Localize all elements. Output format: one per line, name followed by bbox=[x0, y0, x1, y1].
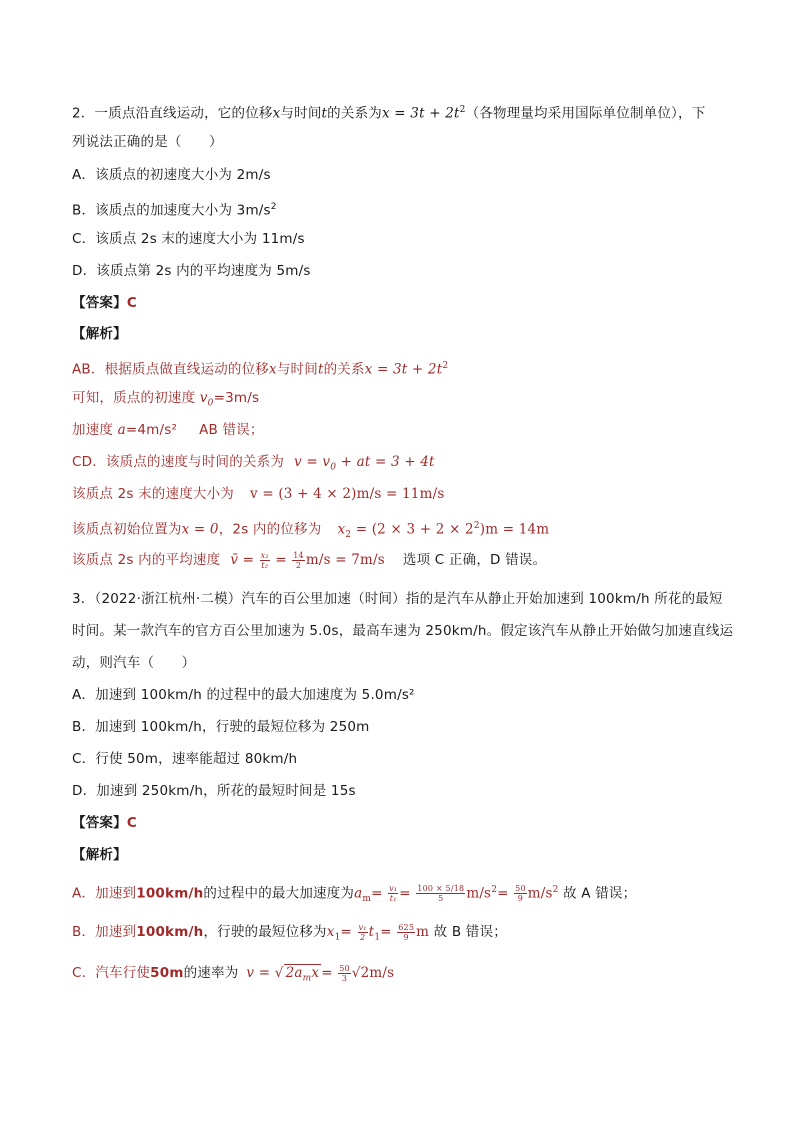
exp-text: B．加速到 bbox=[72, 924, 137, 940]
fraction bbox=[388, 884, 398, 903]
fraction bbox=[358, 923, 368, 942]
unit: m/s bbox=[527, 885, 553, 902]
exp-text: 故 A 错误； bbox=[563, 885, 637, 902]
exponent: 2 bbox=[270, 202, 277, 212]
exp-text: ，2s 内的位移为 bbox=[218, 521, 322, 538]
exp-text: 该质点初始位置为 bbox=[72, 521, 182, 538]
exp-text: 与时间 bbox=[276, 361, 318, 378]
var-x: x bbox=[326, 924, 335, 940]
frac-num: x₂ bbox=[260, 550, 269, 560]
frac-den: 2 bbox=[295, 560, 302, 570]
formula: √2m/s bbox=[351, 965, 395, 981]
q3-option-a: A．加速到 100km/h 的过程中的最大加速度为 5.0m/s² bbox=[72, 687, 415, 703]
subscript: m bbox=[302, 973, 312, 984]
exp-text: 的速率为 bbox=[183, 965, 239, 981]
formula: + at = 3 + 4t bbox=[336, 454, 435, 470]
option-text: B．该质点的加速度大小为 3m/s bbox=[72, 202, 271, 219]
fraction bbox=[260, 551, 270, 570]
var-t: t bbox=[317, 361, 324, 378]
fraction bbox=[338, 964, 351, 983]
q2-exp-line7: 该质点 2s 内的平均速度 v̄ = $\frac{\text{x₂}}{\text{t₂}}$ = $\frac{14}{2}$ m/s = 7m/s 选项 C 正确，D 错误。 bbox=[72, 550, 547, 570]
exp-text: A．加速到 bbox=[72, 885, 137, 902]
q3-option-d: D．加速到 250km/h，所花的最短时间是 15s bbox=[72, 783, 356, 799]
answer-label: 【答案】 bbox=[72, 295, 127, 311]
q3-exp-a: A．加速到100km/h的过程中的最大加速度为$a_m=$ $\frac{\text{v₁}}{\text{t₁}}$ = $\frac{100 \times 5/18}{5}$ $m/s^2=$ $\frac{50}{9}$ $m/s^2$ 故 A 错误； bbox=[72, 884, 637, 905]
answer-label: 【答案】 bbox=[72, 815, 127, 831]
q3-option-b: B．加速到 100km/h，行驶的最短位移为 250m bbox=[72, 719, 370, 735]
exponent: 2 bbox=[491, 885, 498, 895]
q2-stem-line2: 列说法正确的是（ ） bbox=[72, 134, 223, 150]
fraction bbox=[514, 884, 527, 903]
q2-answer bbox=[72, 293, 137, 313]
fraction bbox=[292, 551, 305, 570]
frac-num: v₁ bbox=[389, 884, 398, 893]
exp-text: C．汽车行使 bbox=[72, 965, 151, 981]
q3-stem-line3: 动，则汽车（ ） bbox=[72, 655, 196, 671]
frac-den: 9 bbox=[403, 932, 409, 942]
q2-analysis-label: 【解析】 bbox=[72, 326, 127, 342]
var-x: x bbox=[311, 965, 320, 981]
q2-exp-line3 bbox=[72, 420, 264, 440]
q2-stem-text: （各物理量均采用国际单位制单位），下 bbox=[465, 105, 706, 122]
formula: v = (3 + 4 × 2)m/s = 11m/s bbox=[250, 486, 445, 502]
exp-text: 的过程中的最大加速度为 bbox=[203, 885, 355, 902]
q2-exp-line5 bbox=[72, 484, 444, 504]
exponent: 2 bbox=[442, 361, 449, 371]
exponent: 2 bbox=[459, 105, 466, 115]
answer-value: C bbox=[126, 295, 137, 311]
exp-text: 50m bbox=[150, 965, 184, 981]
frac-den: 5 bbox=[438, 894, 444, 903]
var-a: a bbox=[117, 422, 126, 438]
equals: = bbox=[371, 885, 383, 902]
exp-text: 100km/h bbox=[136, 924, 204, 940]
var-t: t bbox=[368, 924, 375, 940]
exp-text: 该质点 2s 内的平均速度 bbox=[72, 552, 221, 568]
frac-num: 625 bbox=[398, 922, 415, 932]
var-vbar: v̄ bbox=[230, 552, 239, 568]
formula: = (2 × 3 + 2 × 2 bbox=[351, 521, 474, 538]
frac-num: v₁ bbox=[358, 922, 367, 932]
q2-exp-line1 bbox=[72, 356, 448, 380]
formula: x = 3t + 2t bbox=[364, 361, 443, 378]
var-a: a bbox=[354, 885, 363, 902]
var-t: t bbox=[321, 105, 328, 122]
exp-text: 可知，质点的初速度 bbox=[72, 390, 200, 406]
q2-stem-text: 2．一质点沿直线运动，它的位移 bbox=[72, 105, 273, 122]
q3-exp-c: C．汽车行使50m的速率为 v = √ $2a_mx$ = $\frac{50}{3}$ √2m/s bbox=[72, 963, 395, 984]
sqrt-radicand bbox=[284, 964, 322, 984]
exp-text: 的关系 bbox=[323, 361, 365, 378]
exp-text: AB．根据质点做直线运动的位移 bbox=[72, 361, 269, 378]
var-x: x bbox=[269, 361, 277, 378]
formula: v = bbox=[246, 965, 271, 981]
formula: m/s = 7m/s bbox=[305, 552, 385, 568]
q3-exp-b: B．加速到100km/h，行驶的最短位移为$x_1=$ $\frac{\text{v₁}}{2}$ $t_1=$ $\frac{625}{9}$ m 故 B 错误； bbox=[72, 922, 507, 943]
q2-stem-text: 的关系为 bbox=[327, 105, 382, 122]
q2-exp-line2 bbox=[72, 388, 259, 414]
subscript: 1 bbox=[334, 932, 341, 943]
q2-stem-line1 bbox=[72, 100, 705, 124]
formula: x bbox=[337, 521, 346, 538]
exp-text: ，行驶的最短位移为 bbox=[203, 924, 327, 940]
subscript: m bbox=[362, 894, 372, 905]
frac-num: 14 bbox=[293, 550, 304, 560]
answer-value: C bbox=[126, 815, 137, 831]
q2-option-a: A．该质点的初速度大小为 2m/s bbox=[72, 167, 271, 183]
unit: m bbox=[416, 924, 430, 940]
subscript: 0 bbox=[207, 398, 214, 409]
q2-option-b bbox=[72, 197, 277, 221]
radicand: 2a bbox=[285, 965, 303, 981]
exp-text: 故 B 错误； bbox=[433, 924, 507, 940]
subscript: 2 bbox=[345, 530, 352, 541]
q2-option-d: D．该质点第 2s 内的平均速度为 5m/s bbox=[72, 263, 311, 279]
exp-text: =3m/s bbox=[213, 390, 260, 406]
formula: x = 0 bbox=[181, 521, 219, 538]
exp-text: CD．该质点的速度与时间的关系为 bbox=[72, 454, 285, 470]
q2-option-c: C．该质点 2s 末的速度大小为 11m/s bbox=[72, 231, 305, 247]
frac-num: 50 bbox=[339, 963, 350, 973]
q3-option-c: C．行使 50m，速率能超过 80km/h bbox=[72, 751, 298, 767]
formula: )m = 14m bbox=[479, 521, 550, 538]
q3-stem-line2: 时间。某一款汽车的官方百公里加速为 5.0s，最高车速为 250km/h。假定该汽车从静止开始做匀加速直线运 bbox=[72, 623, 734, 639]
frac-num: 50 bbox=[515, 884, 526, 893]
exp-text: 该质点 2s 末的速度大小为 bbox=[72, 486, 235, 502]
frac-den: t₁ bbox=[389, 894, 397, 903]
formula: v = v bbox=[294, 454, 331, 470]
var-x: x bbox=[272, 105, 281, 122]
frac-den: 2 bbox=[359, 932, 366, 942]
q3-stem-line1: 3．（2022·浙江杭州·二模）汽车的百公里加速（时间）指的是汽车从静止开始加速到 100km/h 所花的最短 bbox=[72, 591, 723, 607]
exp-text: =4m/s² bbox=[125, 422, 178, 438]
exponent: 2 bbox=[552, 885, 559, 895]
q3-answer bbox=[72, 813, 137, 833]
exp-text: 100km/h bbox=[136, 885, 204, 902]
q2-exp-line4 bbox=[72, 452, 435, 478]
q3-analysis-label: 【解析】 bbox=[72, 847, 127, 863]
frac-den: t₂ bbox=[261, 560, 269, 570]
frac-den: 9 bbox=[517, 894, 524, 903]
subscript: 1 bbox=[374, 932, 381, 943]
exp-text: 选项 C 正确，D 错误。 bbox=[402, 552, 547, 568]
q2-stem-text: 与时间 bbox=[280, 105, 322, 122]
exponent: 2 bbox=[473, 521, 480, 531]
q2-exp-line6 bbox=[72, 516, 549, 545]
fraction bbox=[416, 884, 465, 903]
exp-text: 加速度 bbox=[72, 422, 118, 438]
q2-formula: x = 3t + 2t bbox=[381, 105, 460, 122]
fraction bbox=[397, 923, 415, 942]
frac-num: 100 × 5/18 bbox=[417, 884, 465, 893]
subscript: 0 bbox=[330, 462, 337, 473]
unit: m/s bbox=[466, 885, 492, 902]
exp-text: AB 错误； bbox=[199, 422, 264, 438]
var-v: v bbox=[199, 390, 208, 406]
frac-den: 3 bbox=[341, 973, 348, 983]
